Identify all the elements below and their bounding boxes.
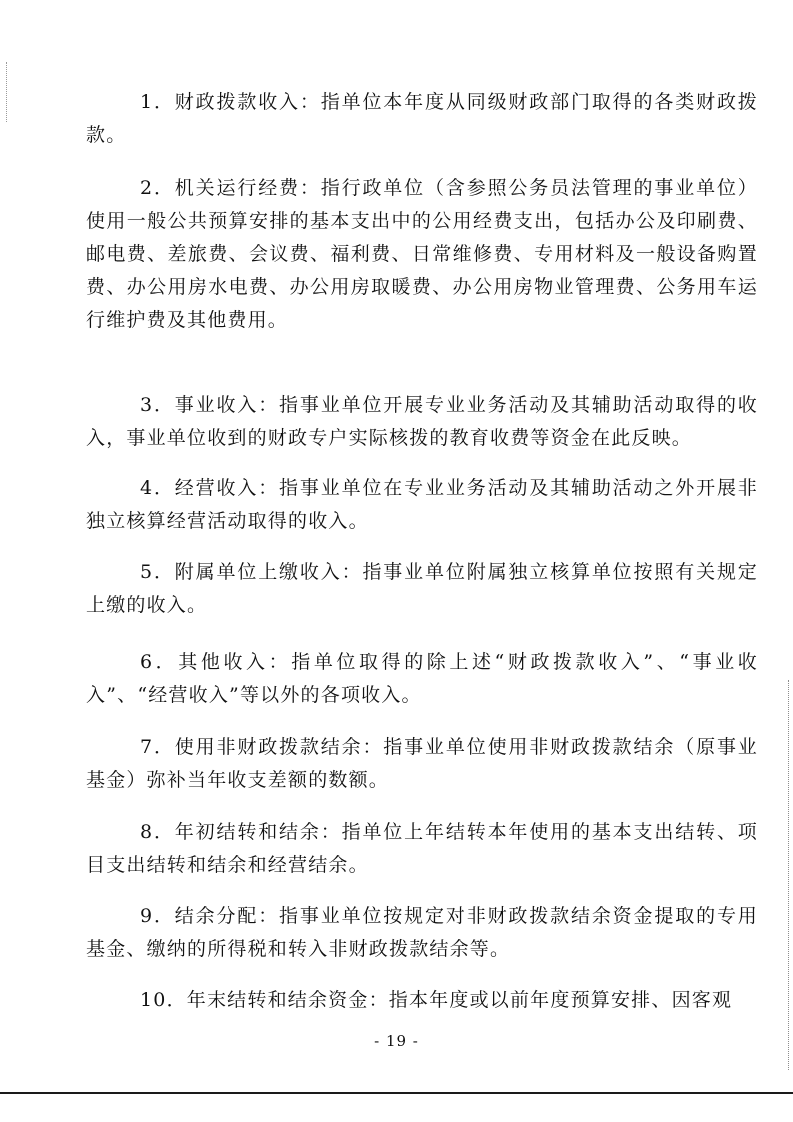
paragraph-5-subsidiary-remittance-income: 5．附属单位上缴收入：指事业单位附属独立核算单位按照有关规定上缴的收入。 <box>86 561 758 616</box>
paragraph-8-opening-carryover: 8．年初结转和结余：指单位上年结转本年使用的基本支出结转、项目支出结转和结余和经营结余。 <box>86 821 758 876</box>
paragraph-3-business-income: 3．事业收入：指事业单位开展专业业务活动及其辅助活动取得的收入，事业单位收到的财政专户实际核拨的教育收费等资金在此反映。 <box>86 394 758 449</box>
paragraph-6-other-income: 6．其他收入：指单位取得的除上述“财政拨款收入”、“事业收入”、“经营收入”等以外的各项收入。 <box>86 651 758 706</box>
bottom-rule <box>0 1092 793 1094</box>
paragraph-1-fiscal-appropriation-income: 1．财政拨款收入：指单位本年度从同级财政部门取得的各类财政拨款。 <box>86 91 758 146</box>
page-number: - 19 - <box>374 1032 419 1050</box>
paragraph-7-non-fiscal-surplus-use: 7．使用非财政拨款结余：指事业单位使用非财政拨款结余（原事业基金）弥补当年收支差额的数额。 <box>86 736 758 791</box>
scan-edge-left <box>6 62 7 122</box>
paragraph-9-surplus-distribution: 9．结余分配：指事业单位按规定对非财政拨款结余资金提取的专用基金、缴纳的所得税和转入非财政拨款结余等。 <box>86 905 758 960</box>
paragraph-2-agency-operating-expenses: 2．机关运行经费：指行政单位（含参照公务员法管理的事业单位）使用一般公共预算安排的基本支出中的公用经费支出，包括办公及印刷费、邮电费、差旅费、会议费、福利费、日常维修费、专用材料及一般设备购置费、办公用房水电费、办公用房取暖费、办公用房物业管理费、公务用车运行维护费及其他费用。 <box>86 177 758 331</box>
paragraph-4-operating-income: 4．经营收入：指事业单位在专业业务活动及其辅助活动之外开展非独立核算经营活动取得的收入。 <box>86 477 758 532</box>
scan-edge-right <box>788 680 789 1070</box>
paragraph-10-closing-carryover: 10．年末结转和结余资金：指本年度或以前年度预算安排、因客观 <box>140 989 733 1011</box>
